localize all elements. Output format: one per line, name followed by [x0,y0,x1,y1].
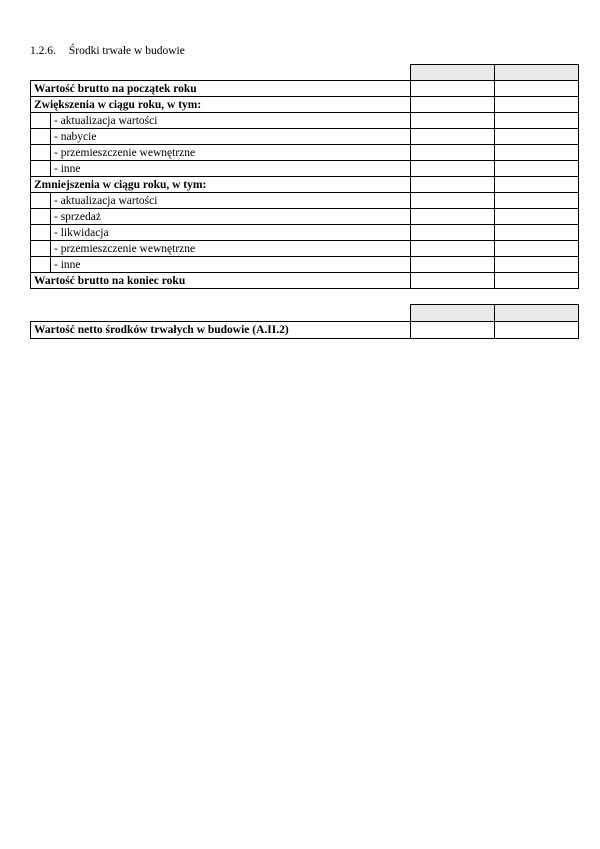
row-label: - likwidacja [51,225,411,241]
indent-cell [31,225,51,241]
row-label: Zwiększenia w ciągu roku, w tym: [31,97,411,113]
value-cell [495,225,579,241]
value-cell [495,193,579,209]
value-cell [495,145,579,161]
indent-cell [31,241,51,257]
value-cell [495,257,579,273]
value-cell [411,177,495,193]
value-cell [411,129,495,145]
section-title: Środki trwałe w budowie [68,45,185,57]
value-cell [411,113,495,129]
header-spacer [31,65,411,81]
table-row [31,129,579,145]
table-body [31,305,579,339]
table-body [31,65,579,289]
row-label: Zmniejszenia w ciągu roku, w tym: [31,177,411,193]
row-label: - przemieszczenie wewnętrzne [51,241,411,257]
table-row [31,273,579,289]
header-row [31,305,579,322]
row-label: Wartość netto środków trwałych w budowie (A.II.2) [31,322,411,339]
indent-cell [31,209,51,225]
table-row [31,113,579,129]
indent-cell [31,145,51,161]
table-row [31,97,579,113]
table-row [31,145,579,161]
value-cell [411,97,495,113]
column-header-2 [495,65,579,81]
table-row [31,177,579,193]
header-spacer [31,305,411,322]
value-cell [495,129,579,145]
value-cell [411,145,495,161]
table-row [31,209,579,225]
header-row [31,65,579,81]
table-row [31,225,579,241]
row-label: - aktualizacja wartości [51,193,411,209]
row-label: - inne [51,257,411,273]
table-row [31,322,579,339]
table-row [31,81,579,97]
value-cell [495,322,579,339]
net-value-table [30,304,579,339]
value-cell [495,161,579,177]
indent-cell [31,129,51,145]
section-number: 1.2.6. [30,45,56,57]
value-cell [411,161,495,177]
section-heading [30,45,185,57]
value-cell [495,81,579,97]
indent-cell [31,113,51,129]
column-header-2 [495,305,579,322]
table-row [31,257,579,273]
table-row [31,241,579,257]
row-label: Wartość brutto na koniec roku [31,273,411,289]
value-cell [495,113,579,129]
table-row [31,193,579,209]
value-cell [411,322,495,339]
value-cell [495,273,579,289]
row-label: - nabycie [51,129,411,145]
value-cell [411,273,495,289]
value-cell [411,225,495,241]
indent-cell [31,257,51,273]
value-cell [495,177,579,193]
value-cell [495,209,579,225]
value-cell [411,209,495,225]
row-label: - inne [51,161,411,177]
table-row [31,161,579,177]
value-cell [411,241,495,257]
value-cell [495,241,579,257]
column-header-1 [411,65,495,81]
row-label: Wartość brutto na początek roku [31,81,411,97]
value-cell [495,97,579,113]
row-label: - sprzedaż [51,209,411,225]
column-header-1 [411,305,495,322]
value-cell [411,193,495,209]
indent-cell [31,193,51,209]
value-cell [411,257,495,273]
row-label: - przemieszczenie wewnętrzne [51,145,411,161]
row-label: - aktualizacja wartości [51,113,411,129]
value-cell [411,81,495,97]
indent-cell [31,161,51,177]
fixed-assets-under-construction-table [30,64,579,289]
